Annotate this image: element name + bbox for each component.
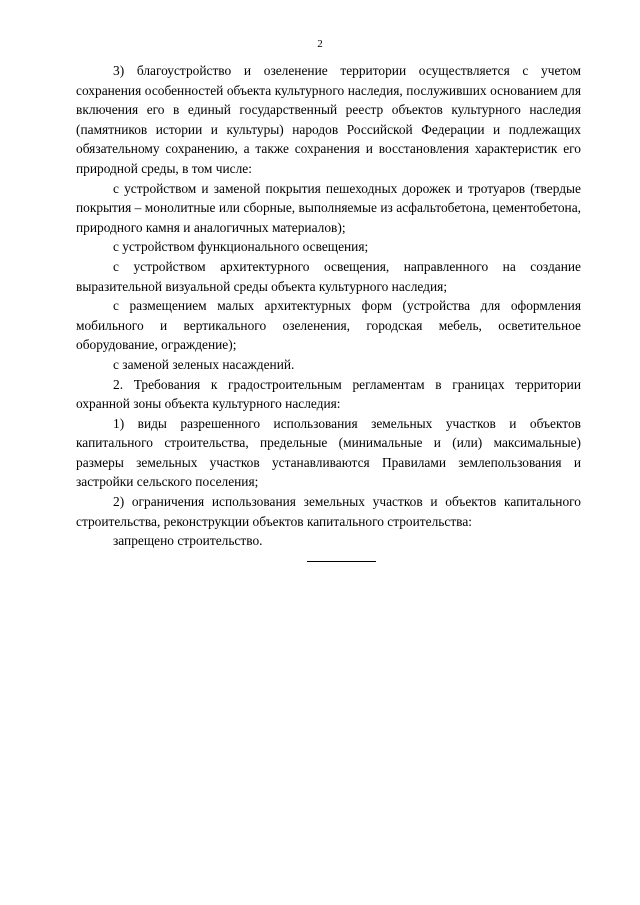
page-number: 2: [317, 38, 323, 50]
paragraph-construction-prohibited: запрещено строительство.: [113, 533, 263, 549]
end-separator-line: [307, 561, 376, 562]
paragraph-green-spaces: с заменой зеленых насаждений.: [113, 356, 295, 372]
paragraph-usage-restrictions: 2) ограничения использования земельных участков и объектов капитального строительства, реконструкции объектов капитального строительства:: [76, 494, 581, 529]
paragraph-regulation-requirements: 2. Требования к градостроительным регламентам в границах территории охранной зоны объекта культурного наследия:: [76, 376, 581, 412]
paragraph-small-architectural-forms: с размещением малых архитектурных форм (устройства для оформления мобильного и вертикального озеленения, городская мебель, осветительное оборудование, ограждение);: [76, 298, 581, 353]
paragraph-architectural-lighting: с устройством архитектурного освещения, направленного на создание выразительной визуальной среды объекта культурного наследия;: [76, 258, 581, 294]
paragraph-land-use-types: 1) виды разрешенного использования земельных участков и объектов капитального строительства, предельные (минимальные и (или) максимальные) размеры земельных участков устанавливаются Правилами землепользования и застройки сельского поселения;: [76, 415, 581, 490]
paragraph-pavement: с устройством и заменой покрытия пешеходных дорожек и тротуаров (твердые покрытия – монолитные или сборные, выполняемые из асфальтобетона, цементобетона, природного камня и аналогичных материалов);: [76, 180, 581, 235]
paragraph-landscaping: 3) благоустройство и озеленение территории осуществляется с учетом сохранения особенностей объекта культурного наследия, послуживших основанием для включения его в единый государственный реестр объектов культурного наследия (памятников истории и культуры) народов Российской Федерации и подлежащих обязательному сохранению, а также сохранения и восстановления характеристик его природной среды, в том числе:: [76, 63, 581, 176]
paragraph-functional-lighting: с устройством функционального освещения;: [113, 239, 369, 255]
document-body: [76, 61, 581, 551]
